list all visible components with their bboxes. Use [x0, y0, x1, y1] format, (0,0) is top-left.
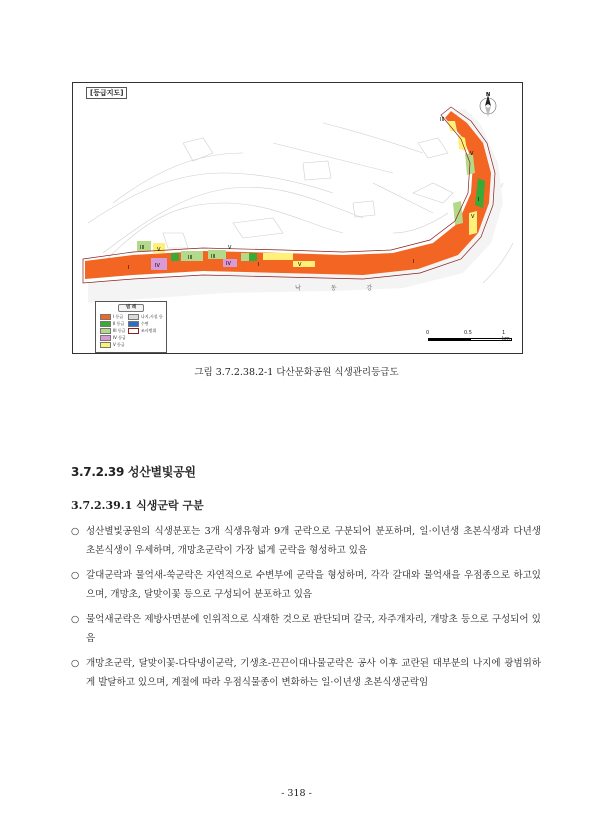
zone-label-5d: V — [470, 151, 474, 157]
legend-swatch — [100, 335, 111, 341]
legend-label: 수면 — [140, 321, 149, 326]
zone-label-1d: I — [478, 197, 480, 203]
list-item — [71, 654, 541, 692]
section-title: 3.7.2.39 성산별빛공원 — [71, 465, 196, 479]
scale-label-zero: 0 — [426, 330, 430, 336]
scale-line — [428, 338, 513, 341]
north-label: N — [486, 92, 491, 98]
legend-item-grade2 — [100, 321, 126, 327]
list-item — [71, 610, 541, 648]
legend-label: IV 등급 — [113, 335, 126, 340]
zone-label-5e: V — [471, 214, 475, 220]
legend-item-grade3 — [100, 328, 126, 334]
bullet-mark: ○ — [71, 570, 80, 581]
zone-label-3b: III — [188, 255, 193, 261]
legend-items — [96, 314, 166, 348]
legend-label: 나지,시설 등 — [140, 314, 163, 319]
zone-label-1a: I — [128, 265, 130, 271]
bullet-text: 개망초군락, 달맞이꽃-다닥냉이군락, 기생초-끈끈이대나물군락은 공사 이후 교란된 대부분의 나지에 광범위하게 발달하고 있으며, 계절에 따라 우점식물종이 변화하는 일·이년생 초본식생군락임 — [86, 658, 541, 688]
figure-caption: 그림 3.7.2.38.2-1 다산문화공원 식생관리등급도 — [194, 367, 399, 378]
zone-label-1b: I — [258, 262, 260, 268]
legend-label: II 등급 — [113, 321, 125, 326]
legend-item-bare — [128, 314, 163, 320]
legend-item-grade1 — [100, 314, 126, 320]
legend-swatch — [128, 328, 139, 334]
legend-item-empty — [128, 335, 163, 341]
zone-label-5b: V — [228, 245, 232, 251]
page-number: - 318 - — [281, 788, 312, 799]
legend-title: 범 례 — [118, 304, 144, 312]
legend-swatch — [128, 321, 139, 327]
legend-swatch — [100, 328, 111, 334]
legend-item-water — [128, 321, 163, 327]
bullet-text: 물억새군락은 제방사면분에 인위적으로 식재한 것으로 판단되며 갈국, 자주개자리, 개망초 등으로 구성되어 있음 — [86, 614, 541, 644]
legend-swatch — [100, 314, 111, 320]
bullet-text: 성산별빛공원의 식생분포는 3개 식생유형과 9개 군락으로 구분되어 분포하며, 일·이년생 초본식생과 다년생 초본식생이 우세하며, 개망초군락이 가장 넓게 군락을 형성하고 있음 — [86, 526, 541, 556]
zone-label-3d: III — [440, 117, 445, 123]
legend-swatch — [100, 342, 111, 348]
bullet-text: 갈대군락과 물억새-쑥군락은 자연적으로 수변부에 군락을 형성하며, 각각 갈대와 물억새을 우점종으로 하고있으며, 개망초, 달맞이꽃 등으로 구성되어 분포하고 있음 — [86, 570, 541, 600]
zone-label-5a: V — [157, 247, 161, 253]
legend-label: V 등급 — [113, 342, 125, 347]
legend-label: 조사범위 — [140, 328, 157, 333]
bullet-mark: ○ — [71, 614, 80, 625]
river-label: 낙 동 강 — [295, 285, 387, 292]
legend-item-grade4 — [100, 335, 126, 341]
bullet-mark: ○ — [71, 526, 80, 537]
bullet-list — [71, 522, 541, 698]
legend-item-survey — [128, 328, 163, 334]
scale-label-mid: 0.5 — [464, 330, 472, 336]
north-arrow-icon — [477, 91, 499, 117]
map-tag: [등급지도] — [86, 87, 127, 99]
zone-label-3a: III — [140, 245, 145, 251]
list-item — [71, 522, 541, 560]
zone-label-4a: IV — [155, 263, 160, 269]
legend-swatch — [128, 314, 139, 320]
grade-map-figure — [72, 82, 523, 354]
list-item — [71, 566, 541, 604]
scale-label-end: 1 km — [502, 330, 510, 342]
legend-swatch — [100, 321, 111, 327]
subsection-title: 3.7.2.39.1 식생군락 구분 — [71, 499, 204, 512]
legend-item-grade5 — [100, 342, 126, 348]
zone-label-3c: III — [211, 254, 216, 260]
map-legend — [95, 301, 167, 353]
zone-label-1c: I — [413, 259, 415, 265]
map-scale-bar — [426, 330, 513, 348]
bullet-mark: ○ — [71, 658, 80, 669]
legend-label: III 등급 — [113, 328, 126, 333]
legend-label: I 등급 — [113, 314, 124, 319]
zone-label-4b: IV — [226, 261, 231, 267]
zone-label-5c: V — [298, 262, 302, 268]
